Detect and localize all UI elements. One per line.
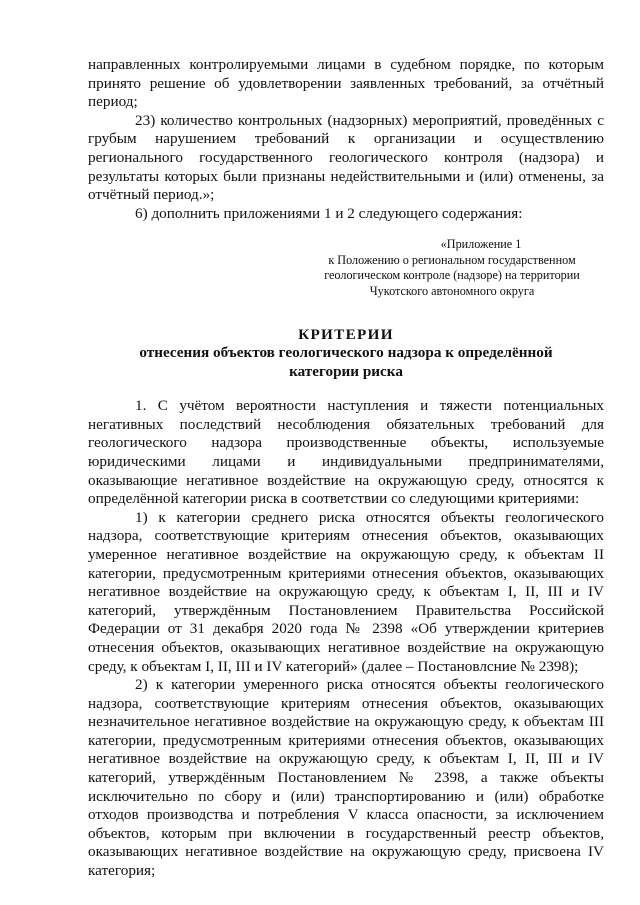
paragraph-continuation: направленных контролируемыми лицами в судебном порядке, по которым принято решение об удовлетворении заявленных требований, за отчётный период;: [88, 56, 604, 111]
criteria-subtitle: [88, 344, 604, 381]
appendix-line-3: геологическом контроле (надзоре) на территории: [324, 268, 580, 283]
appendix-header: [88, 237, 604, 299]
criteria-title: КРИТЕРИИ: [298, 325, 394, 343]
document-page: [88, 56, 604, 881]
appendix-line-2: к Положению о региональном государственном: [328, 252, 576, 267]
paragraph-item-23: 23) количество контрольных (надзорных) мероприятий, проведённых с грубым нарушением требований к организации и осуществлению регионального государственного геологического контроля (надзора) и результаты которых были признаны недействительными и (или) отменены, за отчётный период.»;: [88, 111, 604, 204]
paragraph-criteria-1-1: 1) к категории среднего риска относятся объекты геологического надзора, соответствующие критериям отнесения объектов, оказывающих умеренное негативное воздействие на окружающую среду, к объектам II категории, предусмотренным критериями отнесения объектов, оказывающих негативное воздействие на окружающую среду, к объектам I, II, III и IV категорий, утверждённым Постановлением Правительства Российской Федерации от 31 декабря 2020 года № 2398 «Об утверждении критериев отнесения объектов, оказывающих негативное воздействие на окружающую среду, к объектам I, II, III и IV категорий» (далее – Постановлсние № 2398);: [88, 508, 604, 675]
paragraph-item-6: 6) дополнить приложениями 1 и 2 следующего содержания:: [135, 204, 523, 222]
appendix-line-4: Чукотского автономного округа: [369, 283, 535, 298]
appendix-title: «Приложение 1: [440, 237, 522, 252]
paragraph-criteria-1-2: 2) к категории умеренного риска относятся объекты геологического надзора, соответствующие критериям отнесения объектов, оказывающих незначительное негативное воздействие на окружающую среду, к объектам III категории, предусмотренным критериями отнесения объектов, оказывающих негативное воздействие на окружающую среду, к объектам I, II, III и IV категорий, утверждённым Постановлением № 2398, а также объекты исключительно по сбору и (или) транспортированию и (или) обработке отходов производства и потребления V класса опасности, за исключением объектов, которым при включении в государственный реестр объектов, оказывающих негативное воздействие на окружающую среду, присвоена IV категория;: [88, 676, 604, 880]
criteria-subtitle-line-1: отнесения объектов геологического надзора к определённой: [139, 344, 553, 362]
paragraph-criteria-1: 1. С учётом вероятности наступления и тяжести потенциальных негативных последствий несоблюдения обязательных требований для геологического надзора производственные объекты, используемые юридическими лицами и индивидуальными предпринимателями, оказывающие негативное воздействие на окружающую среду, относятся к определённой категории риска в соответствии со следующими критериями:: [88, 397, 604, 508]
criteria-subtitle-line-2: категории риска: [289, 362, 403, 380]
